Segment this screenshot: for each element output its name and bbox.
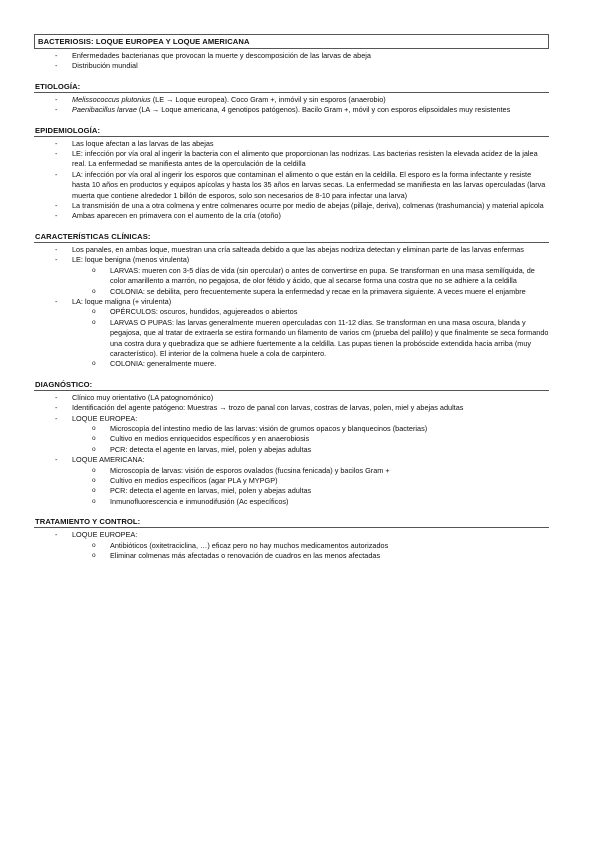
list-item (34, 105, 549, 115)
section-epidemiologia (34, 125, 549, 222)
sub-list-item: o Microscopía del intestino medio de las larvas: visión de grumos opacos y blanquecinos (bacterias) (34, 424, 549, 434)
section-caracteristicas-clinicas (34, 231, 549, 370)
bullet-list (34, 51, 549, 72)
bullet-list (34, 245, 549, 370)
sub-list-item: o Microscopía de larvas: visión de esporos ovalados (fucsina fenicada) y bacilos Gram + (34, 466, 549, 476)
list-item: - Clínico muy orientativo (LA patognomónico) (34, 393, 549, 403)
species-name: Melissococcus plutonius (72, 94, 151, 104)
species-name: Paenibacillus larvae (72, 105, 137, 115)
list-item (34, 95, 549, 105)
bullet-list (34, 95, 549, 116)
bullet-list (34, 530, 549, 561)
list-item: - LOQUE AMERICANA: (34, 455, 549, 465)
sub-list-item: o PCR: detecta el agente en larvas, miel, polen y abejas adultas (34, 445, 549, 455)
list-item: - LA: infección por vía oral al ingerir los esporos que contaminan el alimento o que están en la celdilla. El esporo es la forma infectante y resiste hasta 10 años en productos y equipos apícolas y hasta los 35 años en larvas secas. La enfermedad se manifiesta en las larvas operculadas (larva muerta que contiene alrededor 1 billón de esporos, solo son necesarios de 8-10 para infectar una larva) (34, 170, 549, 201)
list-item: - LE: loque benigna (menos virulenta) (34, 255, 549, 265)
list-item: - Ambas aparecen en primavera con el aumento de la cría (otoño) (34, 211, 549, 221)
section-etiologia (34, 81, 549, 116)
sub-list-item: o COLONIA: generalmente muere. (34, 359, 549, 369)
section-bacteriosis (34, 34, 549, 72)
section-heading: CARACTERÍSTICAS CLÍNICAS: (34, 231, 549, 243)
sub-list-item: o Cultivo en medios específicos (agar PLA y MYPGP) (34, 476, 549, 486)
list-item: - Enfermedades bacterianas que provocan la muerte y descomposición de las larvas de abeja (34, 51, 549, 61)
list-item: - LOQUE EUROPEA: (34, 530, 549, 540)
sub-list-item: o Antibióticos (oxitetraciclina, …) eficaz pero no hay muchos medicamentos autorizados (34, 541, 549, 551)
section-tratamiento (34, 516, 549, 561)
section-heading: DIAGNÓSTICO: (34, 379, 549, 391)
species-description: (LA → Loque americana, 4 genotipos patógenos). Bacilo Gram +, móvil y con esporos elipsoidales muy resistentes (136, 105, 511, 115)
list-item: - Las loque afectan a las larvas de las abejas (34, 139, 549, 149)
section-heading: BACTERIOSIS: LOQUE EUROPEA Y LOQUE AMERICANA (34, 34, 549, 49)
sub-list-item: o OPÉRCULOS: oscuros, hundidos, agujereados o abiertos (34, 307, 549, 317)
species-description: (LE → Loque europea). Coco Gram +, inmóvil y sin esporos (anaerobio) (150, 94, 386, 104)
section-heading: EPIDEMIOLOGÍA: (34, 125, 549, 137)
sub-list-item: o Eliminar colmenas más afectadas o renovación de cuadros en las menos afectadas (34, 551, 549, 561)
list-item: - Los panales, en ambas loque, muestran una cría salteada debido a que las abejas nodriza detectan y eliminan parte de las larvas enfermas (34, 245, 549, 255)
section-diagnostico (34, 379, 549, 507)
list-item: - LOQUE EUROPEA: (34, 414, 549, 424)
list-item: - Distribución mundial (34, 61, 549, 71)
list-item: - La transmisión de una a otra colmena y entre colmenares ocurre por medio de abejas (pillaje, deriva), colmenas (trashumancia) y material apícola (34, 201, 549, 211)
sub-list-item: o PCR: detecta el agente en larvas, miel, polen y abejas adultas (34, 486, 549, 496)
bullet-list (34, 139, 549, 222)
section-heading: ETIOLOGÍA: (34, 81, 549, 93)
section-heading: TRATAMIENTO Y CONTROL: (34, 516, 549, 528)
sub-list-item: o COLONIA: se debilita, pero frecuentemente supera la enfermedad y recae en la primavera siguiente. A veces muere el enjambre (34, 287, 549, 297)
sub-list-item: o LARVAS: mueren con 3-5 días de vida (sin opercular) o antes de convertirse en pupa. Se transforman en una masa semilíquida, de color amarillento a marrón, no pegajosa, de olor fétido y ácido, que al secarse forma una costra que no se adhiere a la celdilla (34, 266, 549, 287)
list-item: - LA: loque maligna (+ virulenta) (34, 297, 549, 307)
list-item: - LE: infección por vía oral al ingerir la bacteria con el alimento que proporcionan las nodrizas. Las bacterias resisten la elevada acidez de la jalea real. La enfermedad se manifiesta antes de la operculación de la celdilla (34, 149, 549, 170)
list-item: - Identificación del agente patógeno: Muestras → trozo de panal con larvas, costras de larvas, polen, miel y abejas adultas (34, 403, 549, 413)
sub-list-item: o Inmunofluorescencia e inmunodifusión (Ac específicos) (34, 497, 549, 507)
bullet-list (34, 393, 549, 507)
sub-list-item: o Cultivo en medios enriquecidos específicos y en anaerobiosis (34, 434, 549, 444)
sub-list-item: o LARVAS O PUPAS: las larvas generalmente mueren operculadas con 11-12 días. Se transforman en una masa oscura, blanda y pegajosa, que al tratar de extraerla se estira formando un filamento de varios cm (prueba del palillo) y que finalmente se seca formando una costra dura y quebradiza que se adhiere fuertemente a la celdilla. Las pupas tienen la probóscide extendida hacia arriba (muy característico). El interior de la colmena huele a cola de carpintero. (34, 318, 549, 360)
